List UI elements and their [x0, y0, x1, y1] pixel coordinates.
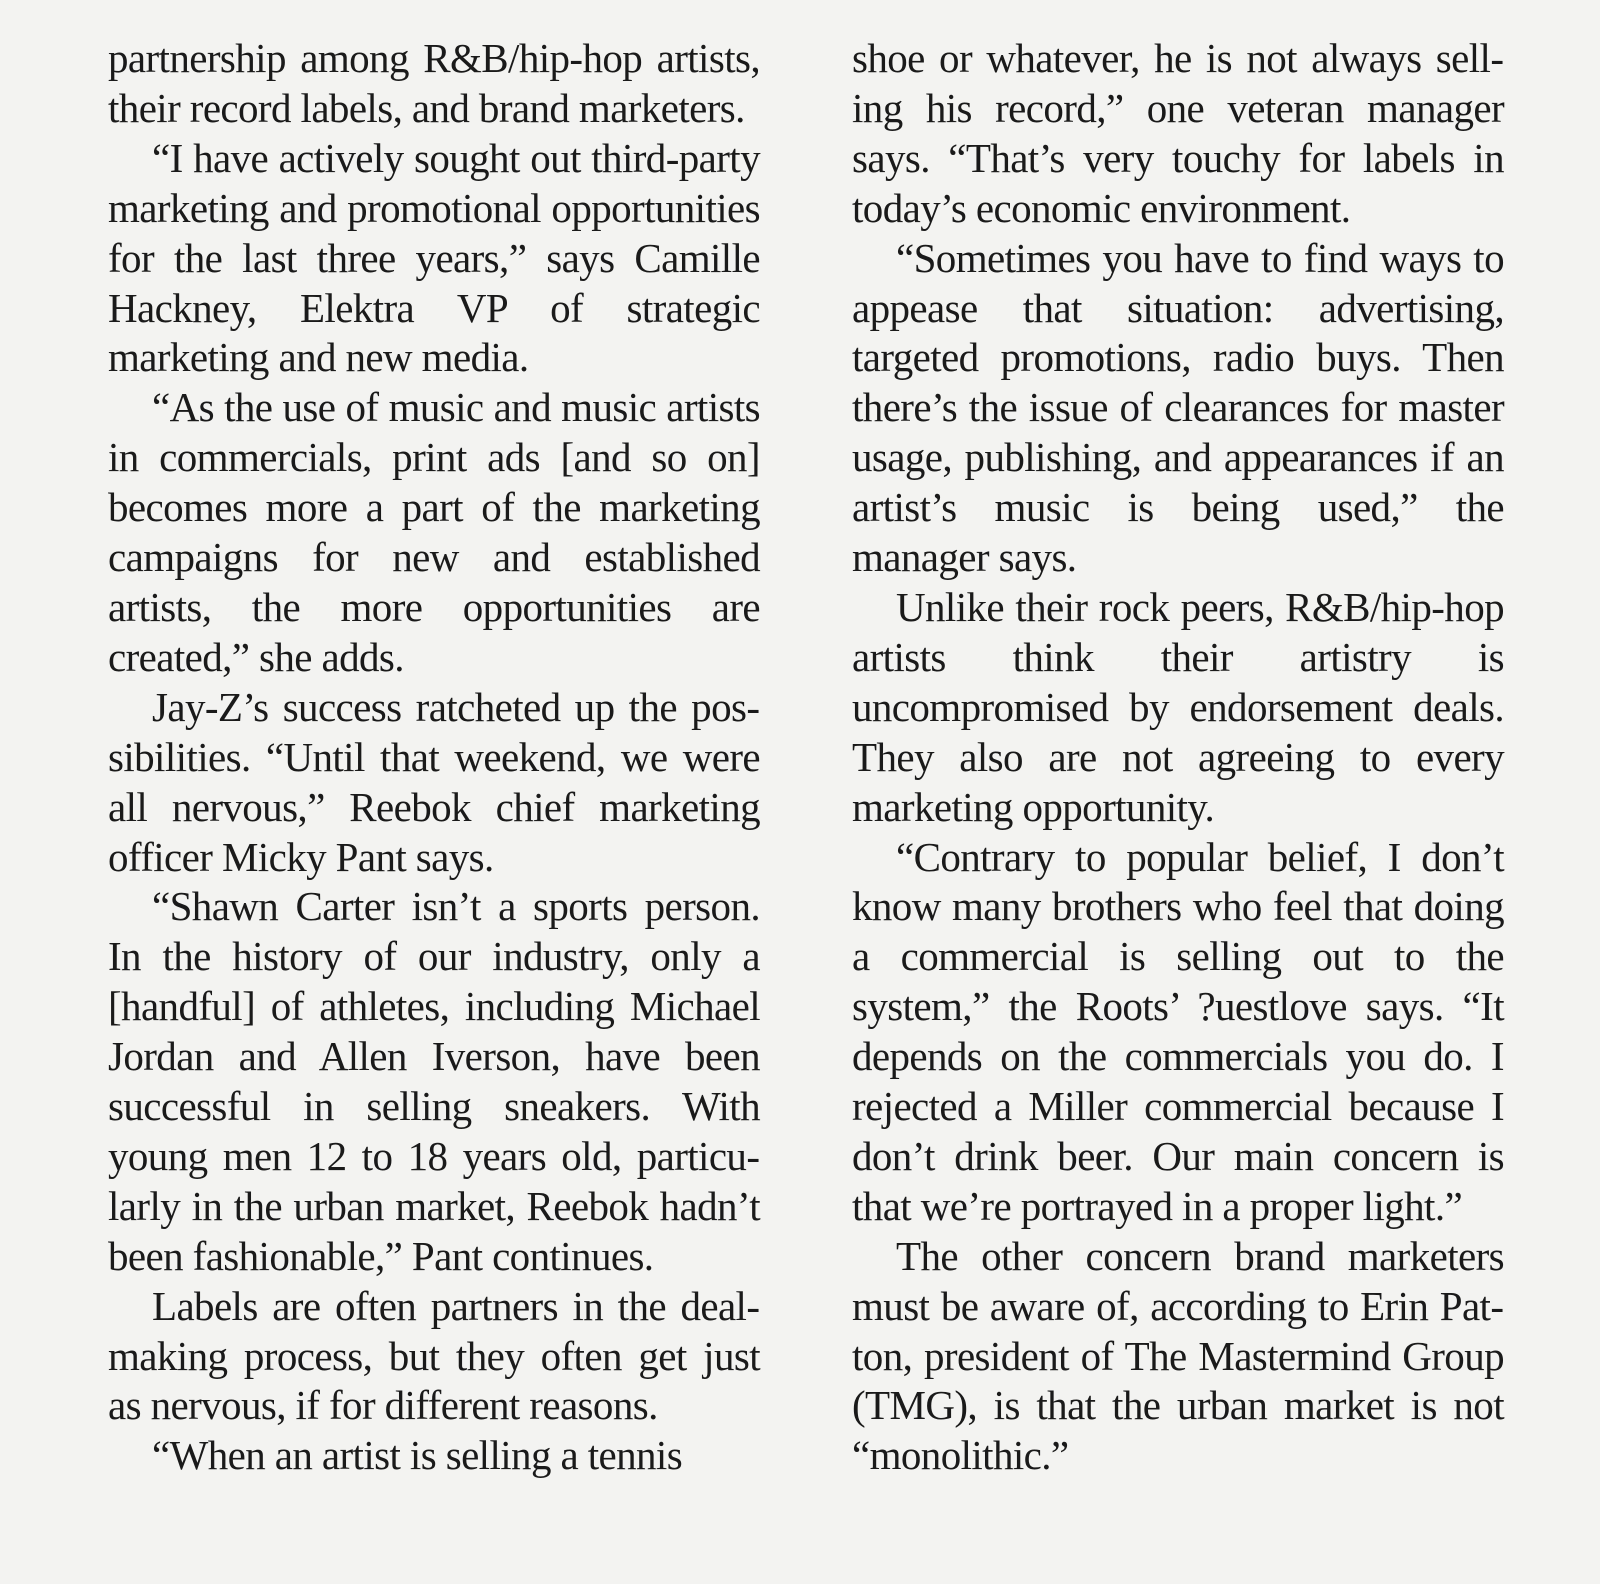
paragraph: Unlike their rock peers, R&B/hip-hop artists think their artistry is uncompromised by endorsement deals. They also are not agreeing to every marketing opportunity. — [852, 583, 1504, 830]
paragraph: “Sometimes you have to find ways to appease that situation: advertising, targeted promotions, radio buys. Then there’s the issue of clearances for master usage, publishing, and appearances if an artist’s music is being used,” the manager says. — [852, 234, 1504, 581]
paragraph: “I have actively sought out third-party marketing and promotional opportunities for the last three years,” says Camille Hackney, Elektra VP of strategic marketing and new media. — [108, 134, 760, 381]
paragraph: “When an artist is selling a tennis — [152, 1432, 683, 1479]
paragraph: Jay-Z’s success ratcheted up the possibilities. “Until that weekend, we were all nervous,” Reebok chief marketing officer Micky Pant says. — [108, 683, 760, 880]
paragraph: “As the use of music and music artists in commercials, print ads [and so on] becomes more a part of the marketing campaigns for new and established artists, the more opportunities are created,” she adds. — [108, 384, 760, 680]
paragraph: “Shawn Carter isn’t a sports person. In the history of our industry, only a [handful] of athletes, including Michael Jordan and Allen Iverson, have been successful in selling sneakers. With young men 12 to 18 years old, particularly in the urban market, Reebok hadn’t been fashionable,” Pant continues. — [108, 883, 760, 1279]
paragraph: The other concern brand marketers must be aware of, according to Erin Patton, president of The Mastermind Group (TMG), is that the urban market is not “monolithic.” — [852, 1232, 1504, 1479]
paragraph: Labels are often partners in the dealmaking process, but they often get just as nervous, if for different reasons. — [108, 1282, 760, 1429]
article-column-right — [852, 34, 1504, 1481]
paragraph: “Contrary to popular belief, I don’t know many brothers who feel that doing a commercial is selling out to the system,” the Roots’ ?uestlove says. “It depends on the commercials you do. I rejected a Miller commercial because I don’t drink beer. Our main concern is that we’re portrayed in a proper light.” — [852, 833, 1504, 1229]
article-column-left — [108, 34, 760, 1481]
paragraph: partnership among R&B/hip-hop artists, their record labels, and brand marketers. — [108, 35, 760, 131]
paragraph: shoe or whatever, he is not always selling his record,” one veteran manager says. “That’s very touchy for labels in today’s economic environment. — [852, 35, 1504, 231]
